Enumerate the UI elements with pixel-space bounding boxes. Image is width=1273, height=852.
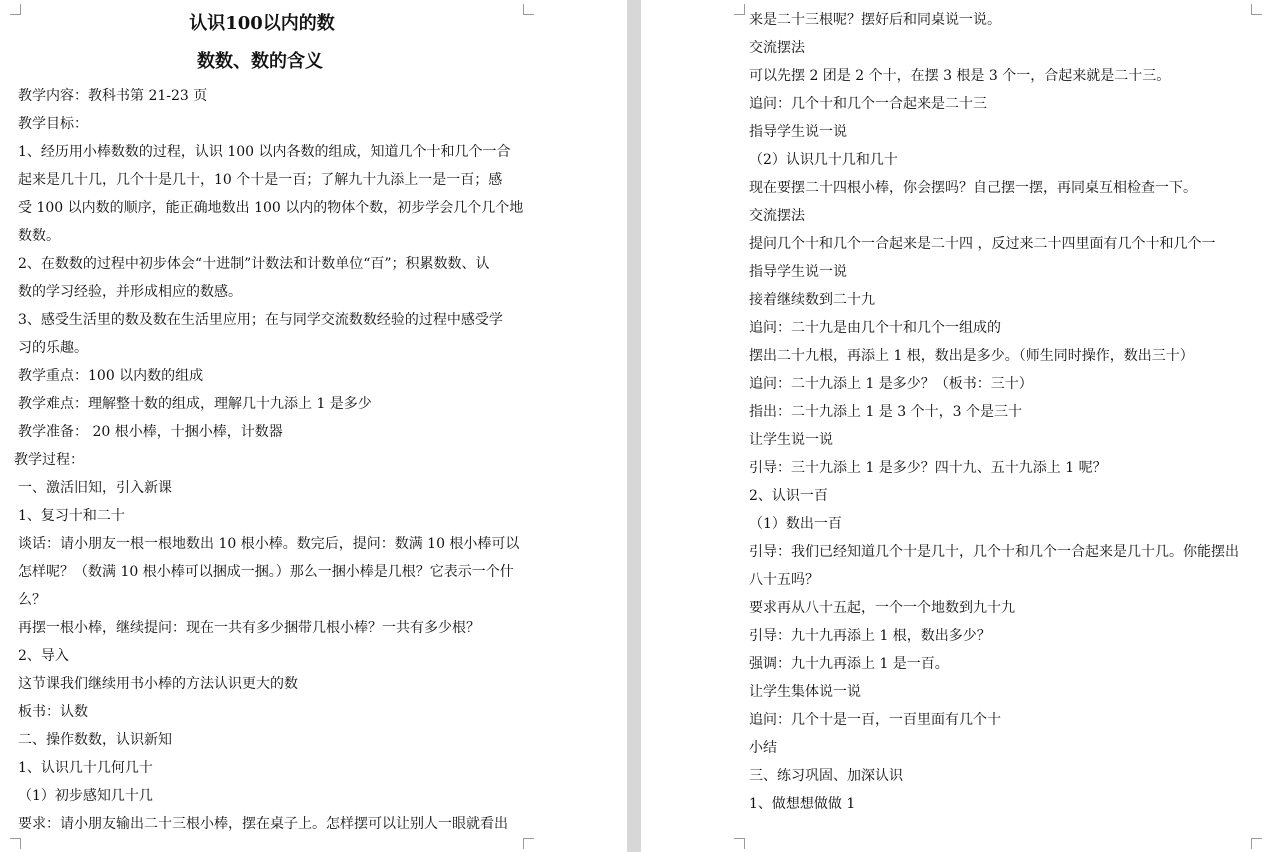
document-title: 认识100以内的数: [189, 13, 335, 34]
margin-corner-mark: [10, 838, 21, 849]
text-line: 一、激活旧知，引入新课: [18, 480, 172, 496]
text-line: 要求：请小朋友输出二十三根小棒，摆在桌子上。怎样摆可以让别人一眼就看出: [18, 816, 508, 832]
text-line: 三、练习巩固、加深认识: [749, 768, 903, 784]
text-line: 板书：认数: [18, 704, 88, 720]
text-line: 引导：九十九再添上 1 根，数出多少？: [749, 628, 991, 644]
text-line: 数数。: [18, 228, 60, 244]
left-page: [0, 0, 627, 852]
text-line: 交流摆法: [749, 208, 805, 224]
text-line: 指出：二十九添上 1 是 3 个十，3 个是三十: [749, 404, 1022, 420]
text-line: 3、感受生活里的数及数在生活里应用；在与同学交流数数经验的过程中感受学: [18, 312, 503, 328]
document-subtitle: 数数、数的含义: [197, 51, 323, 72]
text-line: 指导学生说一说: [749, 124, 847, 140]
text-line: 交流摆法: [749, 40, 805, 56]
text-line: （2）认识几十几和几十: [749, 152, 898, 168]
text-line: 强调：九十九再添上 1 是一百。: [749, 656, 949, 672]
text-line: 追问：几个十和几个一合起来是二十三: [749, 96, 987, 112]
text-line: 教学过程：: [14, 452, 84, 468]
text-line: 要求再从八十五起，一个一个地数到九十九: [749, 600, 1015, 616]
text-line: 来是二十三根呢？摆好后和同桌说一说。: [749, 12, 1001, 28]
text-line: 起来是几十几，几个十是几十，10 个十是一百；了解九十九添上一是一百；感: [18, 172, 503, 188]
text-line: 1、经历用小棒数数的过程，认识 100 以内各数的组成，知道几个十和几个一合: [18, 144, 511, 160]
text-line: 二、操作数数，认识新知: [18, 732, 172, 748]
text-line: 教学目标：: [18, 116, 88, 132]
text-line: 2、导入: [18, 648, 69, 664]
text-line: 引导：我们已经知道几个十是几十，几个十和几个一合起来是几十几。你能摆出: [749, 544, 1239, 560]
text-line: 接着继续数到二十九: [749, 292, 875, 308]
text-line: 教学重点：100 以内数的组成: [18, 368, 204, 384]
margin-corner-mark: [523, 4, 534, 15]
text-line: 再摆一根小棒，继续提问：现在一共有多少捆带几根小棒？一共有多少根？: [18, 620, 480, 636]
text-line: 摆出二十九根，再添上 1 根，数出是多少。（师生同时操作，数出三十）: [749, 348, 1194, 364]
right-page: [641, 0, 1273, 852]
text-line: 教学难点：理解整十数的组成，理解几十九添上 1 是多少: [18, 396, 372, 412]
text-line: （1）初步感知几十几: [18, 788, 153, 804]
text-line: 现在要摆二十四根小棒，你会摆吗？自己摆一摆，再同桌互相检查一下。: [749, 180, 1197, 196]
text-line: 这节课我们继续用书小棒的方法认识更大的数: [18, 676, 298, 692]
text-line: 追问：二十九添上 1 是多少？（板书：三十）: [749, 376, 1033, 392]
text-line: 1、复习十和二十: [18, 508, 125, 524]
text-line: 让学生集体说一说: [749, 684, 861, 700]
text-line: 么？: [18, 592, 46, 608]
margin-corner-mark: [734, 838, 745, 849]
text-line: 小结: [749, 740, 777, 756]
text-line: 教学准备： 20 根小棒，十捆小棒，计数器: [18, 424, 283, 440]
text-line: 追问：几个十是一百，一百里面有几个十: [749, 712, 1001, 728]
page-gutter: [627, 0, 641, 852]
text-line: 引导：三十九添上 1 是多少？四十九、五十九添上 1 呢？: [749, 460, 1107, 476]
text-line: 追问：二十九是由几个十和几个一组成的: [749, 320, 1001, 336]
text-line: 2、在数数的过程中初步体会“十进制”计数法和计数单位“百”；积累数数、认: [18, 256, 490, 272]
margin-corner-mark: [1251, 838, 1262, 849]
right-page-body: [749, 6, 1264, 818]
text-line: 数的学习经验，并形成相应的数感。: [18, 284, 242, 300]
text-line: 1、做想想做做 1: [749, 796, 856, 812]
text-line: （1）数出一百: [749, 516, 842, 532]
text-line: 八十五吗？: [749, 572, 819, 588]
margin-corner-mark: [523, 838, 534, 849]
left-page-body: [14, 82, 523, 838]
text-line: 1、认识几十几何几十: [18, 760, 153, 776]
text-line: 2、认识一百: [749, 488, 828, 504]
text-line: 谈话：请小朋友一根一根地数出 10 根小棒。数完后，提问：数满 10 根小棒可以: [18, 536, 520, 552]
text-line: 受 100 以内数的顺序，能正确地数出 100 以内的物体个数，初步学会几个几个地: [18, 200, 523, 216]
text-line: 提问几个十和几个一合起来是二十四 ，反过来二十四里面有几个十和几个一: [749, 236, 1216, 252]
text-line: 让学生说一说: [749, 432, 833, 448]
text-line: 教学内容：教科书第 21-23 页: [18, 88, 208, 104]
text-line: 指导学生说一说: [749, 264, 847, 280]
text-line: 怎样呢？（数满 10 根小棒可以捆成一捆。）那么一捆小棒是几根？它表示一个什: [18, 564, 514, 580]
text-line: 习的乐趣。: [18, 340, 88, 356]
text-line: 可以先摆 2 团是 2 个十，在摆 3 根是 3 个一，合起来就是二十三。: [749, 68, 1171, 84]
margin-corner-mark: [734, 4, 745, 15]
